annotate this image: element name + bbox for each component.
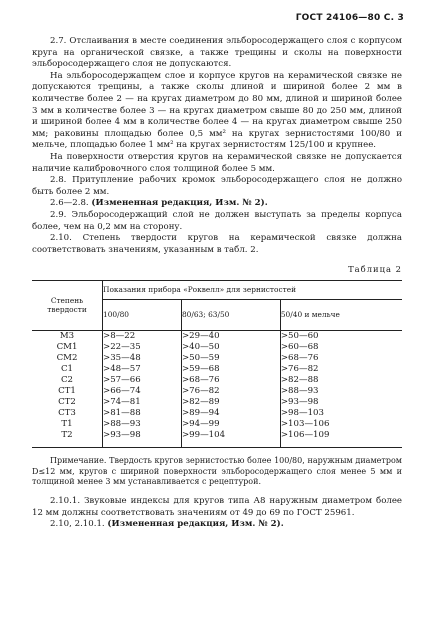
- value-cell: >88—93: [103, 418, 141, 429]
- degree-cell: С1: [60, 363, 74, 374]
- values-col-50-40: [280, 330, 402, 447]
- value-cell: >68—76: [280, 352, 319, 363]
- value-cell: >57—66: [103, 374, 141, 385]
- value-cell: >94—99: [181, 418, 220, 429]
- value-cell: >8—22: [103, 330, 136, 341]
- value-cell: >66—74: [103, 385, 141, 396]
- paragraph: 2.7. Отслаивания в месте соединения эльборосодержащего слоя с корпусом круга на органической связке, а также трещины и сколы на поверхности эльборосодержащего слоя не допускаются.: [32, 36, 402, 70]
- value-cell: >40—50: [181, 341, 220, 352]
- value-cell: >76—82: [280, 363, 319, 374]
- value-cell: >76—82: [181, 385, 220, 396]
- hardness-table: [32, 280, 402, 448]
- value-cell: >50—60: [280, 330, 319, 341]
- degree-cell: М3: [59, 330, 75, 341]
- degree-cell: СМ1: [56, 341, 78, 352]
- degree-list: [32, 330, 103, 447]
- degree-cell: СТ3: [58, 407, 76, 418]
- paragraph: На поверхности отверстия кругов на керамической связке не допускается наличие калибровочного слоя толщиной более 5 мм.: [32, 151, 402, 174]
- degree-cell: Т1: [61, 418, 73, 429]
- degree-cell: Т2: [61, 429, 73, 440]
- degree-cell: СТ2: [58, 396, 76, 407]
- amendment-text: (Измененная редакция, Изм. № 2).: [107, 519, 284, 530]
- page-header: ГОСТ 24106—80 С. 3: [295, 13, 404, 23]
- value-cell: >99—104: [181, 429, 226, 440]
- paragraph: 2.9. Эльборосодержащий слой не должен выступать за пределы корпуса более, чем на 0,2 мм на сторону.: [32, 209, 402, 232]
- degree-cell: С2: [60, 374, 74, 385]
- amendment-prefix: 2.6—2.8.: [50, 198, 92, 209]
- col-header-50-40: 50/40 и мельче: [280, 299, 402, 330]
- amendment-prefix: 2.10, 2.10.1.: [50, 519, 108, 530]
- amendment-text: (Измененная редакция, Изм. № 2).: [91, 198, 268, 209]
- value-cell: >93—98: [280, 396, 319, 407]
- table-note: Примечание. Твердость кругов зернистостью более 100/80, наружным диаметром D≤12 мм, кругов с шириной поверхности эльборосодержащего слоя менее 5 мм и толщиной менее 3 мм устанавливается с рецептурой.: [32, 455, 402, 487]
- table-caption: Таблица 2: [348, 264, 402, 275]
- value-cell: >106—109: [280, 429, 330, 440]
- value-cell: >48—57: [103, 363, 141, 374]
- values-col-80-63: [181, 330, 280, 447]
- paragraph: 2.10.1. Звуковые индексы для кругов типа А8 наружным диаметром более 12 мм должны соответствовать значениям от 49 до 69 по ГОСТ 25961.: [32, 496, 402, 518]
- value-cell: >50—59: [181, 352, 220, 363]
- value-cell: >60—68: [280, 341, 319, 352]
- amendment-note: [32, 198, 402, 210]
- value-cell: >89—94: [181, 407, 220, 418]
- paragraph: На эльборосодержащем слое и корпусе кругов на керамической связке не допускаются трещины, а также сколы длиной и шириной более 2 мм в количестве более 2 — на кругах диаметром до 80 мм, длиной и шириной более 3 мм в количестве более 3 — на кругах диаметром свыше 80 до 250 мм, длиной и шириной более 4 мм в количестве более 4 — на кругах диаметром свыше 250 мм; раковины площадью более 0,5 мм² на кругах зернистостями 100/80 и мельче, площадью более 1 мм² на кругах зернистостям 125/100 и крупнее.: [32, 70, 402, 151]
- value-cell: >22—35: [103, 341, 141, 352]
- value-cell: >59—68: [181, 363, 220, 374]
- value-cell: >82—89: [181, 396, 220, 407]
- col-header-100-80: 100/80: [103, 299, 182, 330]
- col-header-degree: Степень твердости: [32, 280, 103, 330]
- value-cell: >82—88: [280, 374, 319, 385]
- value-cell: >88—93: [280, 385, 319, 396]
- paragraph: 2.8. Притупление рабочих кромок эльборосодержащего слоя не должно быть более 2 мм.: [32, 175, 402, 197]
- document-body: [32, 36, 402, 531]
- value-cell: >74—81: [103, 396, 141, 407]
- value-cell: >68—76: [181, 374, 220, 385]
- degree-cell: СМ2: [56, 352, 78, 363]
- col-group-header: Показания прибора «Роквелл» для зернистостей: [103, 280, 403, 299]
- col-header-80-63: 80/63; 63/50: [181, 299, 280, 330]
- value-cell: >98—103: [280, 407, 324, 418]
- value-cell: >29—40: [181, 330, 220, 341]
- value-cell: >81—88: [103, 407, 141, 418]
- value-cell: >103—106: [280, 418, 330, 429]
- values-col-100-80: [103, 330, 182, 447]
- amendment-note: [32, 519, 402, 531]
- paragraph: 2.10. Степень твердости кругов на керамической связке должна соответствовать значениям, указанным в табл. 2.: [32, 233, 402, 255]
- value-cell: >93—98: [103, 429, 141, 440]
- degree-cell: СТ1: [58, 385, 76, 396]
- value-cell: >35—48: [103, 352, 141, 363]
